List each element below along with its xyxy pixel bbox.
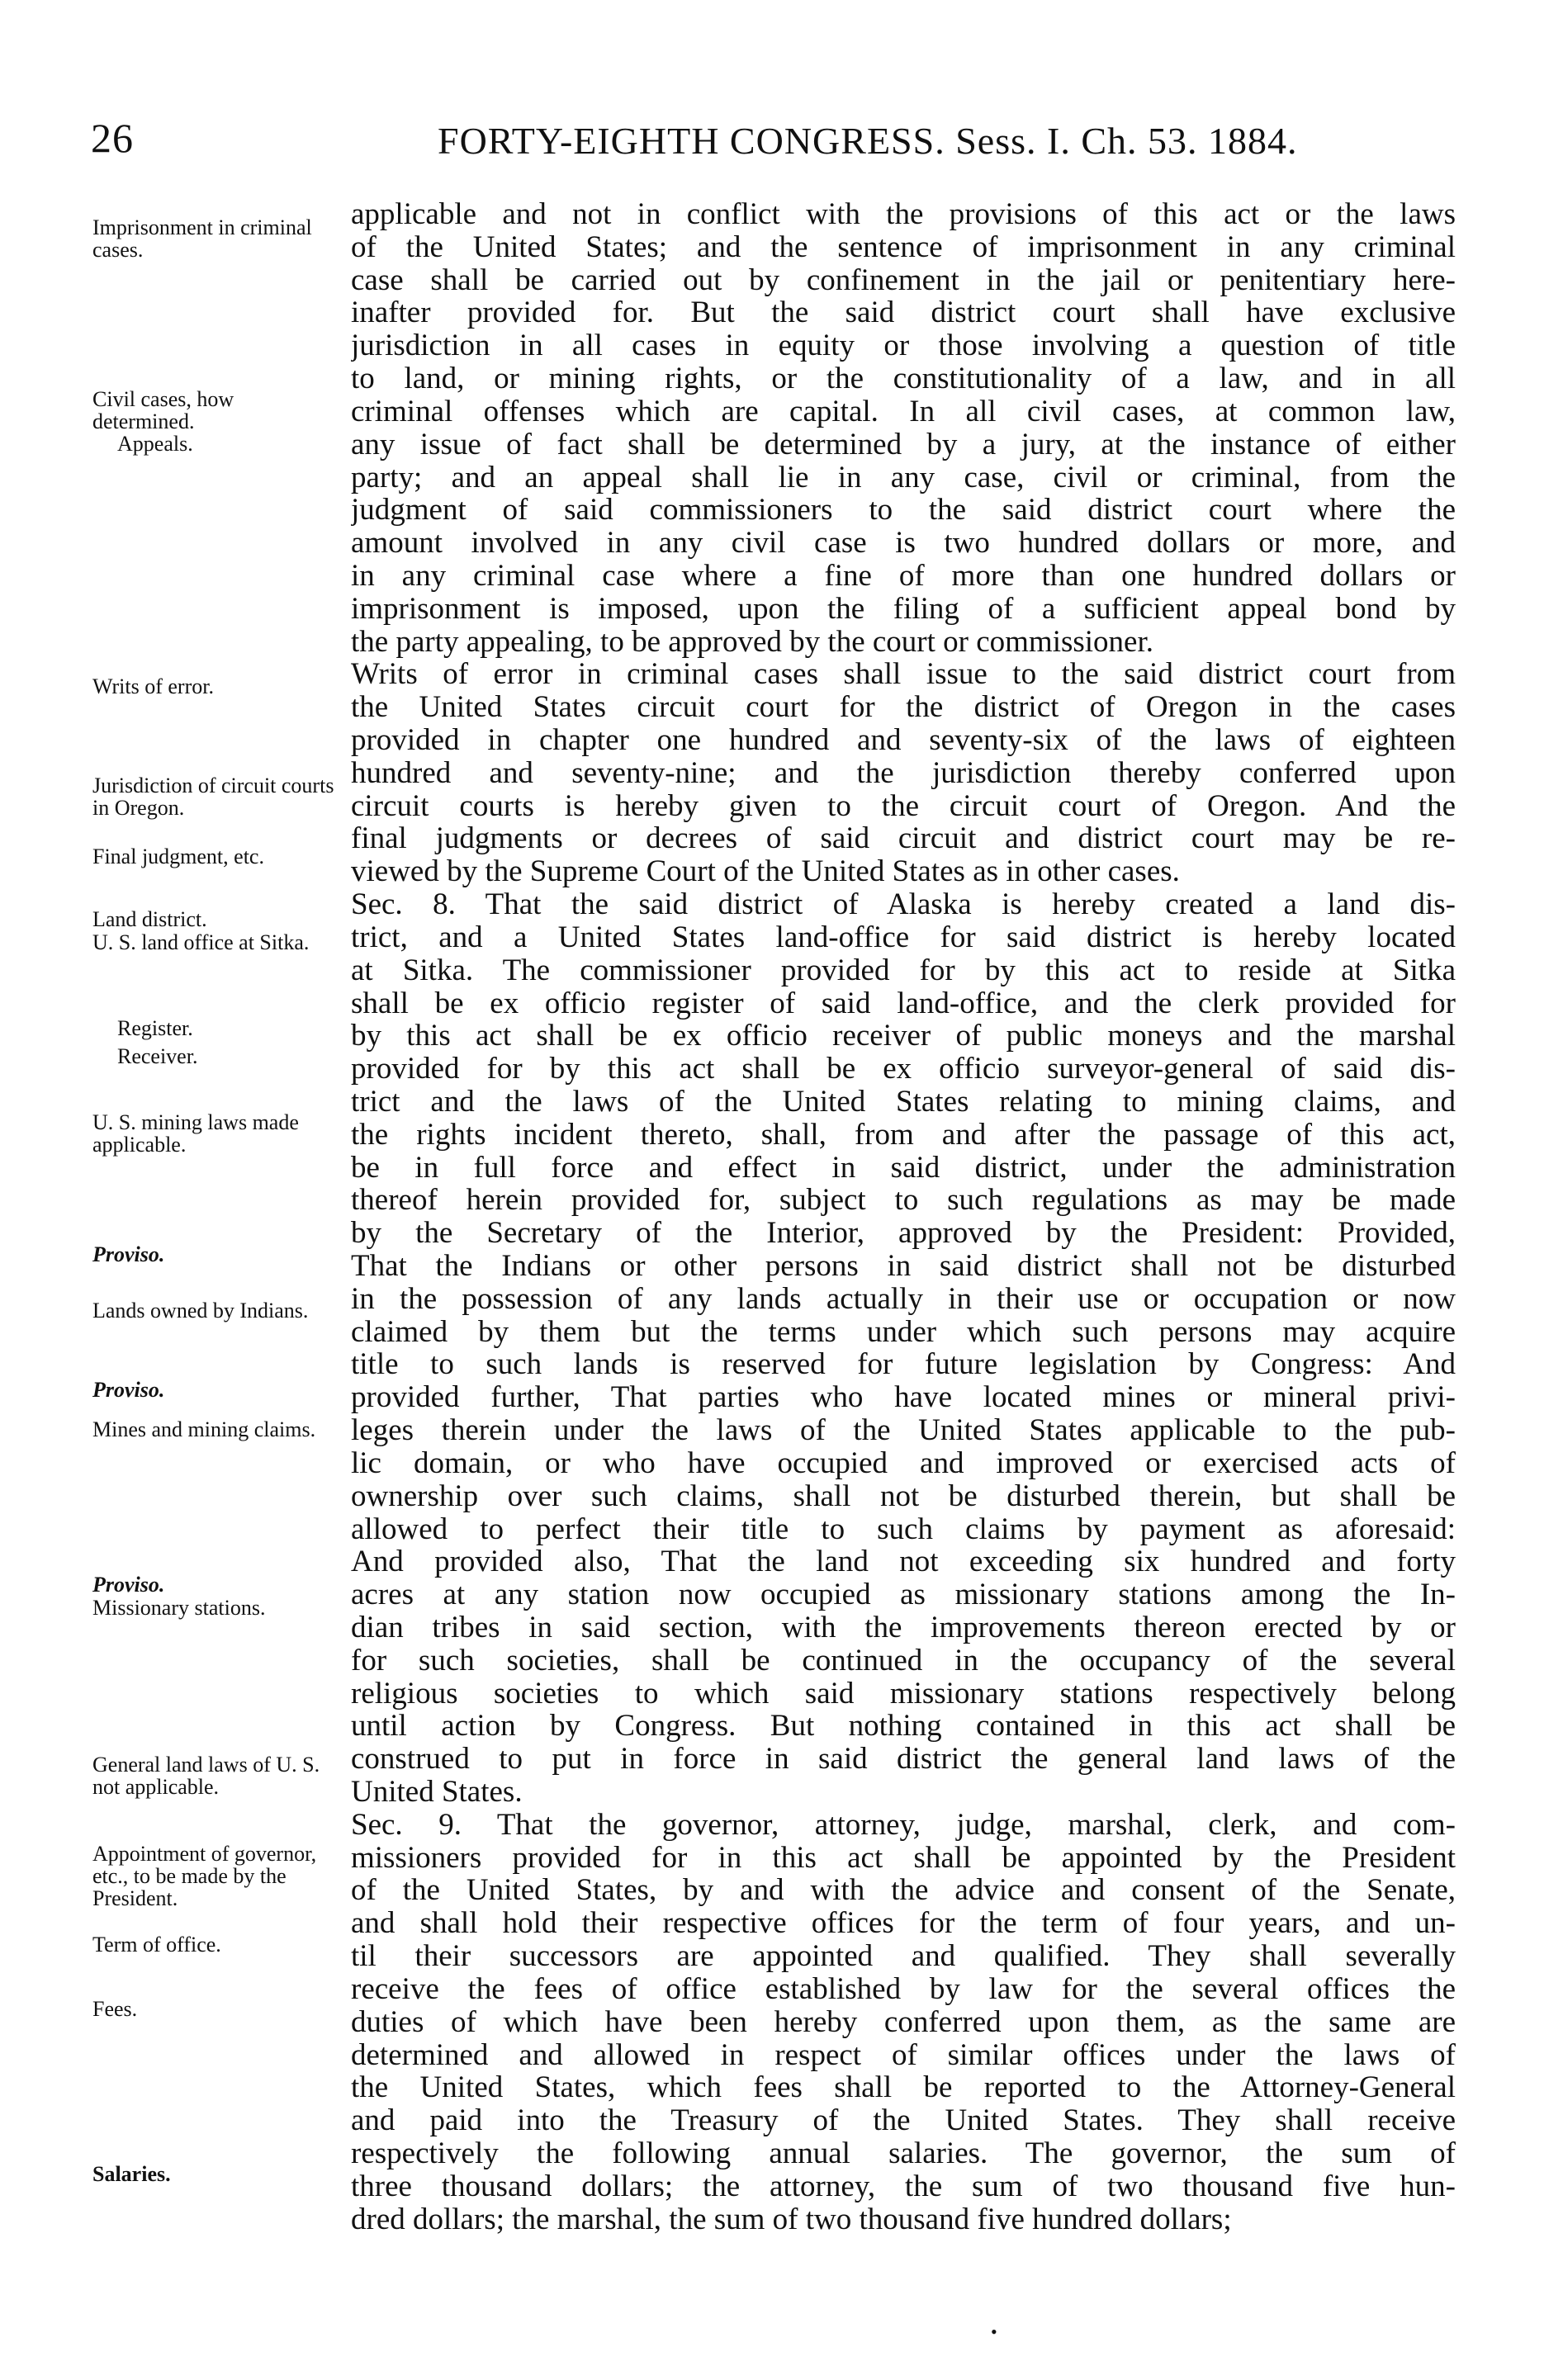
body-line: in the possession of any lands actually in their use or occupation or now [351,1282,1456,1316]
body-line: lic domain, or who have occupied and improved or exercised acts of [351,1446,1456,1480]
margin-note: Salaries. [92,2162,171,2186]
margin-note: Lands owned by Indians. [92,1299,309,1322]
margin-note: Imprisonment in criminal cases. [92,215,312,262]
margin-note: Appointment of governor, etc., to be made by the President. [92,1842,317,1910]
body-line: final judgments or decrees of said circuit and district court may be re- [351,822,1456,856]
body-line: Writs of error in criminal cases shall issue to the said district court from [351,658,1456,692]
margin-note: Fees. [92,1997,138,2021]
body-line: dred dollars; the marshal, the sum of two thousand five hundred dollars; [351,2203,1232,2236]
body-line: dian tribes in said section, with the improvements thereon erected by or [351,1611,1456,1644]
body-line: determined and allowed in respect of similar offices under the laws of [351,2038,1456,2072]
body-line: That the Indians or other persons in said district shall not be disturbed [351,1250,1456,1283]
body-line: the United States circuit court for the district of Oregon in the cases [351,691,1456,724]
margin-note: Writs of error. [92,674,214,698]
body-line: the party appealing, to be approved by the court or commissioner. [351,625,1154,659]
margin-note: U. S. mining laws made applicable. [92,1110,299,1157]
body-line: be in full force and effect in said district, under the administration [351,1151,1456,1185]
body-line: respectively the following annual salaries. The governor, the sum of [351,2136,1456,2170]
body-line: United States. [351,1776,523,1809]
body-line: for such societies, shall be continued in the occupancy of the several [351,1644,1456,1677]
margin-note: Final judgment, etc. [92,845,264,868]
body-line: viewed by the Supreme Court of the United States as in other cases. [351,855,1180,889]
body-line: by this act shall be ex officio receiver of public moneys and the marshal [351,1020,1456,1053]
body-line: leges therein under the laws of the United States applicable to the pub- [351,1414,1456,1447]
body-line: hundred and seventy-nine; and the jurisdiction thereby conferred upon [351,756,1456,790]
running-title: FORTY-EIGHTH CONGRESS. Sess. I. Ch. 53. 1884. [438,120,1298,162]
body-line: til their successors are appointed and qualified. They shall severally [351,1940,1456,1973]
margin-note: Land district. [92,907,207,931]
body-line: religious societies to which said missionary stations respectively belong [351,1677,1456,1710]
body-line: criminal offenses which are capital. In all civil cases, at common law, [351,395,1456,428]
body-line: provided further, That parties who have located mines or mineral privi- [351,1381,1456,1415]
body-line: claimed by them but the terms under which such persons may acquire [351,1315,1456,1349]
body-line: and paid into the Treasury of the United States. They shall receive [351,2104,1456,2137]
margin-note: Missionary stations. [92,1596,266,1620]
body-line: circuit courts is hereby given to the circuit court of Oregon. And the [351,789,1456,823]
body-line: And provided also, That the land not exceeding six hundred and forty [351,1545,1456,1579]
body-line: jurisdiction in all cases in equity or those involving a question of title [351,329,1456,363]
margin-note: Receiver. [117,1044,198,1068]
body-line: the rights incident thereto, shall, from and after the passage of this act, [351,1118,1456,1152]
margin-note: Civil cases, how determined. [92,387,234,433]
body-line: of the United States, by and with the advice and consent of the Senate, [351,1874,1456,1908]
body-line: amount involved in any civil case is two hundred dollars or more, and [351,527,1456,560]
margin-note: Appeals. [117,432,193,456]
body-line: ownership over such claims, shall not be disturbed therein, but shall be [351,1479,1456,1513]
printer-dot: • [991,2321,997,2342]
margin-note: General land laws of U. S. not applicable. [92,1753,320,1799]
body-line: trict, and a United States land-office for said district is hereby located [351,920,1456,954]
body-line: in any criminal case where a fine of more than one hundred dollars or [351,559,1456,593]
body-line: imprisonment is imposed, upon the filing of a sufficient appeal bond by [351,592,1456,626]
body-line: until action by Congress. But nothing contained in this act shall be [351,1710,1456,1744]
body-line: the United States, which fees shall be reported to the Attorney-General [351,2071,1456,2105]
body-line: allowed to perfect their title to such claims by payment as aforesaid: [351,1512,1456,1546]
body-line: applicable and not in conflict with the provisions of this act or the laws [351,198,1456,231]
body-line: receive the fees of office established by law for the several offices the [351,1972,1456,2006]
body-line: at Sitka. The commissioner provided for by this act to reside at Sitka [351,953,1456,987]
body-line: missioners provided for in this act shall be appointed by the President [351,1841,1456,1875]
body-line: party; and an appeal shall lie in any case, civil or criminal, from the [351,461,1456,494]
statute-body-text [351,198,1456,2236]
body-line: title to such lands is reserved for future legislation by Congress: And [351,1348,1456,1382]
margin-note: Register. [117,1016,193,1040]
margin-note: U. S. land office at Sitka. [92,930,310,954]
body-line: provided for by this act shall be ex officio surveyor-general of said dis- [351,1053,1456,1086]
body-line: Sec. 8. That the said district of Alaska is hereby created a land dis- [351,888,1456,921]
body-line: to land, or mining rights, or the constitutionality of a law, and in all [351,362,1456,395]
body-line: shall be ex officio register of said land-office, and the clerk provided for [351,987,1456,1020]
page-header [91,114,1461,163]
body-line: thereof herein provided for, subject to such regulations as may be made [351,1184,1456,1218]
body-line: Sec. 9. That the governor, attorney, judge, marshal, clerk, and com- [351,1808,1456,1842]
body-line: judgment of said commissioners to the said district court where the [351,494,1456,528]
body-line: inafter provided for. But the said district court shall have exclusive [351,296,1456,330]
margin-note: Term of office. [92,1933,221,1957]
margin-note-proviso: Proviso. [92,1573,165,1597]
body-line: construed to put in force in said district the general land laws of the [351,1743,1456,1776]
body-line: and shall hold their respective offices for the term of four years, and un- [351,1907,1456,1941]
body-line: of the United States; and the sentence of imprisonment in any criminal [351,230,1456,264]
margin-note: Jurisdiction of circuit courts in Oregon. [92,774,334,820]
body-line: three thousand dollars; the attorney, the sum of two thousand five hun- [351,2169,1456,2203]
body-line: trict and the laws of the United States relating to mining claims, and [351,1085,1456,1119]
margin-note: Mines and mining claims. [92,1417,316,1441]
body-line: by the Secretary of the Interior, approved by the President: Provided, [351,1217,1456,1250]
margin-note-proviso: Proviso. [92,1378,165,1402]
body-line: any issue of fact shall be determined by a jury, at the instance of either [351,428,1456,461]
page-number: 26 [91,115,134,161]
body-line: acres at any station now occupied as missionary stations among the In- [351,1578,1456,1611]
body-line: case shall be carried out by confinement in the jail or penitentiary here- [351,263,1456,297]
margin-note-proviso: Proviso. [92,1242,165,1266]
body-line: provided in chapter one hundred and seventy-six of the laws of eighteen [351,724,1456,757]
body-line: duties of which have been hereby conferred upon them, as the same are [351,2005,1456,2039]
